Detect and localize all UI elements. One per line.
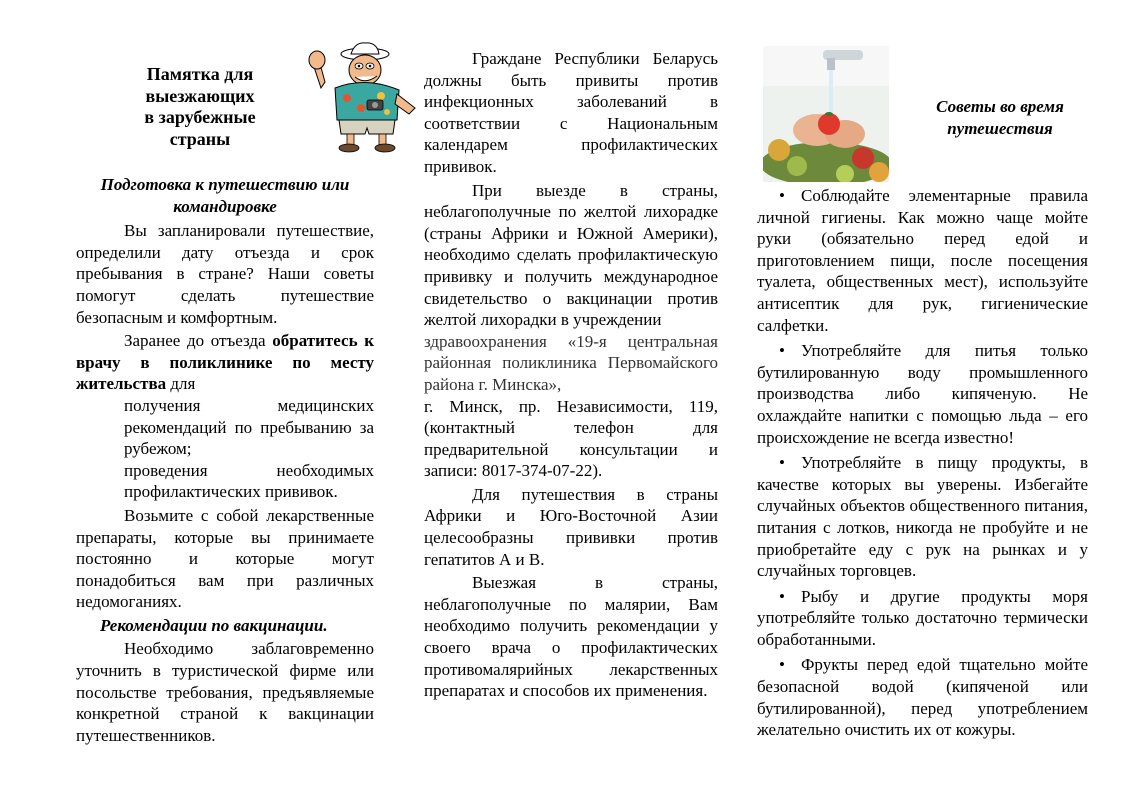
paragraph-clinic-name: здравоохранения «19-я центральная районная поликлиника Первомайского района г. Минска»,	[424, 331, 718, 394]
bullet-icon: •	[779, 453, 785, 473]
tips-title: Советы во время путешествия	[936, 97, 1064, 138]
bullet-icon: •	[779, 186, 785, 205]
paragraph-reason-recommendations: получения медицинских рекомендаций по пребыванию за рубежом;	[124, 395, 374, 459]
paragraph-citizens: Граждане Республики Беларусь должны быть привиты против инфекционных заболеваний в соответствии с Национальным календарем профилактических прививок.	[424, 49, 718, 176]
tip-hygiene: • Соблюдайте элементарные правила личной гигиены. Как можно чаще мойте руки (обязательно перед едой и приготовлением пищи, после посещения туалета, общественных мест), используйте антисептик для рук, гигиенические салфетки.	[757, 186, 1088, 335]
tourist-cartoon-illustration	[299, 42, 429, 154]
tip-fruit: • Фрукты перед едой тщательно мойте безопасной водой (кипяченой или бутилированной), перед употреблением желательно очистить их от кожуры.	[757, 655, 1088, 740]
bullet-icon: •	[779, 586, 785, 606]
paragraph-intro: Вы запланировали путешествие, определили дату отъезда и срок пребывания в стране? Наши советы помогут сделать путешествие безопасным и комфортным.	[76, 221, 374, 327]
paragraph-clinic-address: г. Минск, пр. Независимости, 119, (контактный телефон для предварительной консультации и записи: 8017-374-07-22).	[424, 396, 718, 481]
bullet-icon: •	[779, 341, 785, 361]
paragraph-reason-vaccinations: проведения необходимых профилактических прививок.	[124, 460, 374, 502]
tip-food: • Употребляйте в пищу продукты, в качестве которых вы уверены. Избегайте случайных объектов общественного питания, питания с лотков, никогда не пробуйте и не приобретайте еду с рук на рынках и у случайных торговцев.	[757, 453, 1088, 581]
heading-vaccination: Рекомендации по вакцинации.	[100, 615, 328, 635]
paragraph-medicine: Возьмите с собой лекарственные препараты, которые вы принимаете постоянно и которые могут понадобиться вам при различных недомоганиях.	[76, 505, 374, 612]
paragraph-yellow-fever: При выезде в страны, неблагополучные по желтой лихорадке (страны Африки и Южной Америки), необходимо сделать профилактическую прививку и получить международное свидетельство о вакцинации против желтой лихорадки в учреждении	[424, 180, 718, 330]
washing-fruit-photo	[763, 46, 889, 182]
bullet-icon: •	[779, 655, 785, 675]
paragraph-requirements: Необходимо заблаговременно уточнить в туристической фирме или посольстве требования, предъявляемые конкретной страной к вакцинации путешественников.	[76, 639, 374, 745]
heading-preparation: Подготовка к путешествию или командировке	[100, 175, 350, 216]
paragraph-hepatitis: Для путешествия в страны Африки и Юго-Восточной Азии целесообразны прививки против гепатитов А и В.	[424, 484, 718, 569]
tip-fish: • Рыбу и другие продукты моря употребляйте только достаточно термически обработанными.	[757, 586, 1088, 649]
brochure-title: Памятка для выезжающих в зарубежные страны	[144, 64, 256, 149]
tip-water: • Употребляйте для питья только бутилированную воду промышленного производства либо кипяченую. Не охлаждайте напитки с помощью льда – его происхождение не всегда известно!	[757, 341, 1089, 447]
paragraph-see-doctor: Заранее до отъезда обратитесь к врачу в поликлинике по месту жительства для	[76, 331, 375, 394]
paragraph-malaria: Выезжая в страны, неблагополучные по малярии, Вам необходимо получить рекомендации у своего врача о профилактических противомалярийных лекарственных препаратах и способов их применения.	[424, 573, 718, 701]
